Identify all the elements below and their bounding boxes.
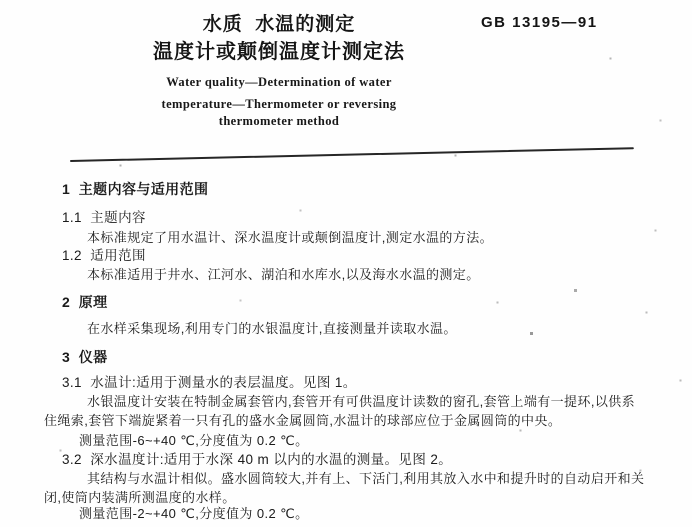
text-line: 1 主题内容与适用范围	[62, 181, 209, 197]
scan-noise	[0, 0, 1, 1]
text-line: 本标准适用于井水、江河水、湖泊和水库水,以及海水水温的测定。	[87, 267, 480, 282]
header-divider-rule	[70, 147, 634, 162]
text-line: 本标准规定了用水温计、深水温度计或颠倒温度计,测定水温的方法。	[87, 230, 494, 245]
text-line: 闭,使筒内装满所测温度的水样。	[44, 490, 236, 505]
text-line: 2 原理	[62, 294, 108, 310]
text-line: 3.1 水温计:适用于测量水的表层温度。见图 1。	[62, 375, 357, 390]
doc-title-en-line2: temperature—Thermometer or reversing	[161, 97, 397, 111]
text-line: 住绳索,套管下端旋紧着一只有孔的盛水金属圆筒,水温计的球部应位于金属圆筒的中央。	[44, 413, 562, 428]
doc-title-en-line3: thermometer method	[218, 114, 340, 128]
doc-title-zh-line1: 水质 水温的测定	[202, 14, 356, 35]
text-line: 1.2 适用范围	[62, 248, 146, 263]
text-line: 其结构与水温计相似。盛水圆筒较大,并有上、下活门,利用其放入水中和提升时的自动启开和关	[87, 471, 645, 486]
text-line: 在水样采集现场,利用专门的水银温度计,直接测量并读取水温。	[87, 321, 457, 336]
text-line: 3 仪器	[62, 349, 108, 365]
text-line: 测量范围-6~+40 ℃,分度值为 0.2 ℃。	[79, 433, 309, 448]
doc-title-zh-line2: 温度计或颠倒温度计测定法	[153, 41, 405, 63]
doc-title-en-line1: Water quality—Determination of water	[166, 75, 392, 89]
text-line: 水银温度计安装在特制金属套管内,套管开有可供温度计读数的窗孔,套管上端有一提环,以供系	[87, 394, 636, 409]
standard-number: GB 13195—91	[481, 14, 598, 31]
text-line: 测量范围-2~+40 ℃,分度值为 0.2 ℃。	[79, 506, 309, 521]
text-line: 1.1 主题内容	[62, 210, 146, 225]
text-line: 3.2 深水温度计:适用于水深 40 m 以内的水温的测量。见图 2。	[62, 452, 453, 467]
